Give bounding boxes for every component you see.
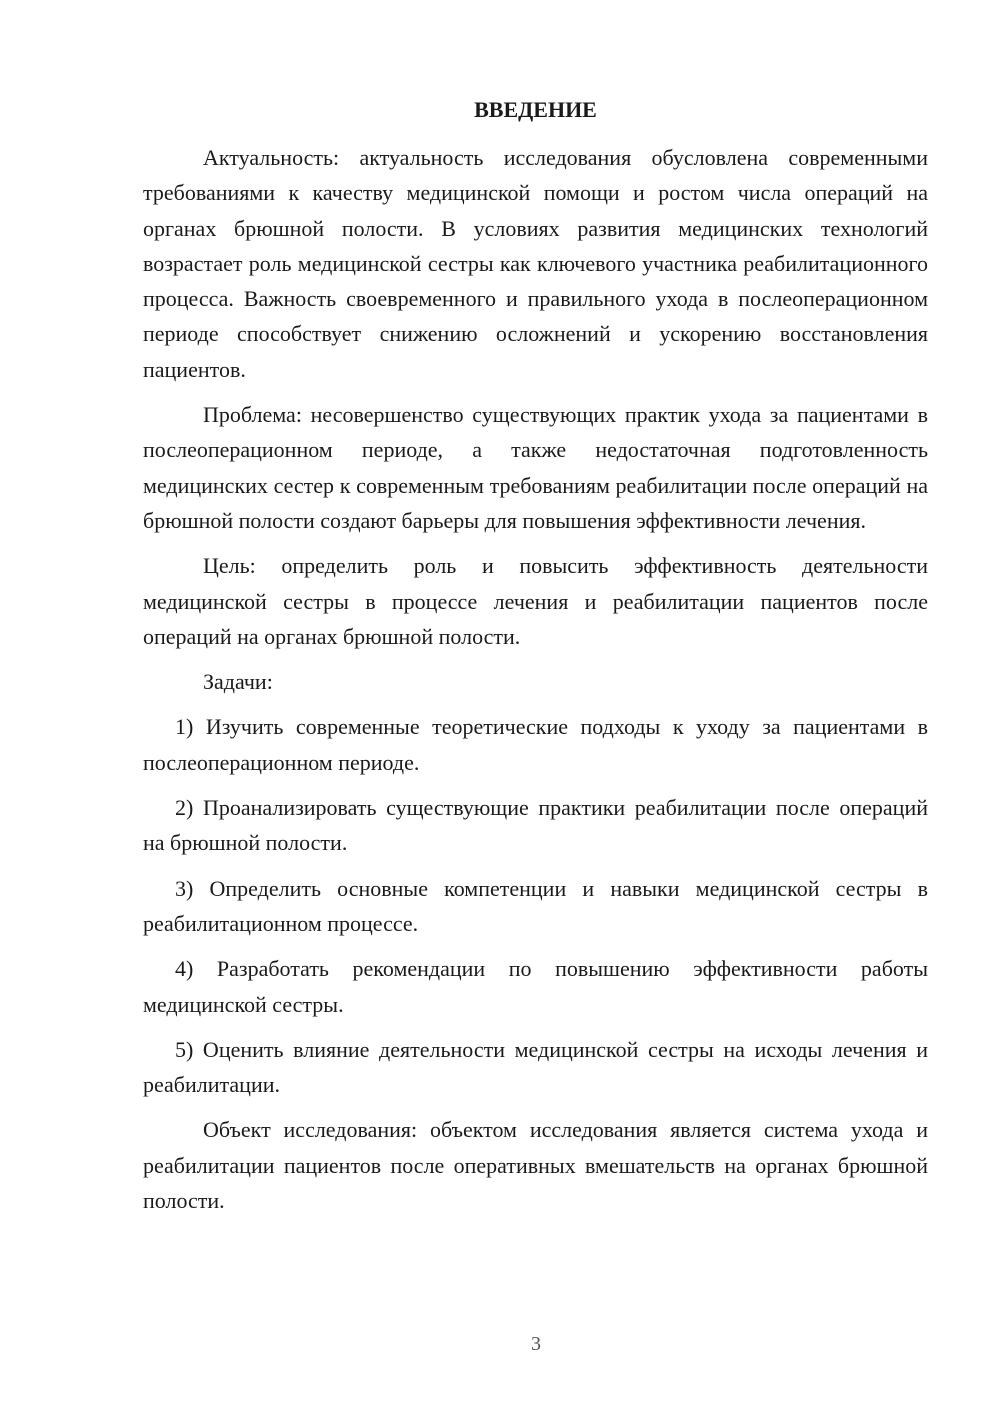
relevance-paragraph: Актуальность: актуальность исследования обусловлена современными требованиями к качеству медицинской помощи и ростом числа операций на органах брюшной полости. В условиях развития медицинских технологий возрастает роль медицинской сестры как ключевого участника реабилитационного процесса. Важность своевременного и правильного ухода в послеоперационном периоде способствует снижению осложнений и ускорению восстановления пациентов. [143, 145, 928, 382]
problem-paragraph: Проблема: несовершенство существующих практик ухода за пациентами в послеоперационном периоде, а также недостаточная подготовленность медицинских сестер к современным требованиям реабилитации после операций на брюшной полости создают барьеры для повышения эффективности лечения. [143, 402, 928, 533]
page-number: 3 [531, 1333, 541, 1355]
task-item-4: 4) Разработать рекомендации по повышению эффективности работы медицинской сестры. [143, 956, 928, 1017]
task-item-1: 1) Изучить современные теоретические подходы к уходу за пациентами в послеоперационном периоде. [143, 714, 928, 775]
task-item-3: 3) Определить основные компетенции и навыки медицинской сестры в реабилитационном процессе. [143, 875, 928, 936]
object-paragraph: Объект исследования: объектом исследования является система ухода и реабилитации пациентов после оперативных вмешательств на органах брюшной полости. [143, 1117, 928, 1214]
task-item-5: 5) Оценить влияние деятельности медицинской сестры на исходы лечения и реабилитации. [143, 1036, 928, 1098]
goal-paragraph: Цель: определить роль и повысить эффективность деятельности медицинской сестры в процессе лечения и реабилитации пациентов после операций на органах брюшной полости. [143, 553, 928, 649]
page-content [143, 92, 928, 1218]
page-title: ВВЕДЕНИЕ [474, 97, 597, 122]
task-item-2: 2) Проанализировать существующие практики реабилитации после операций на брюшной полости. [143, 795, 928, 856]
tasks-label: Задачи: [203, 669, 273, 695]
